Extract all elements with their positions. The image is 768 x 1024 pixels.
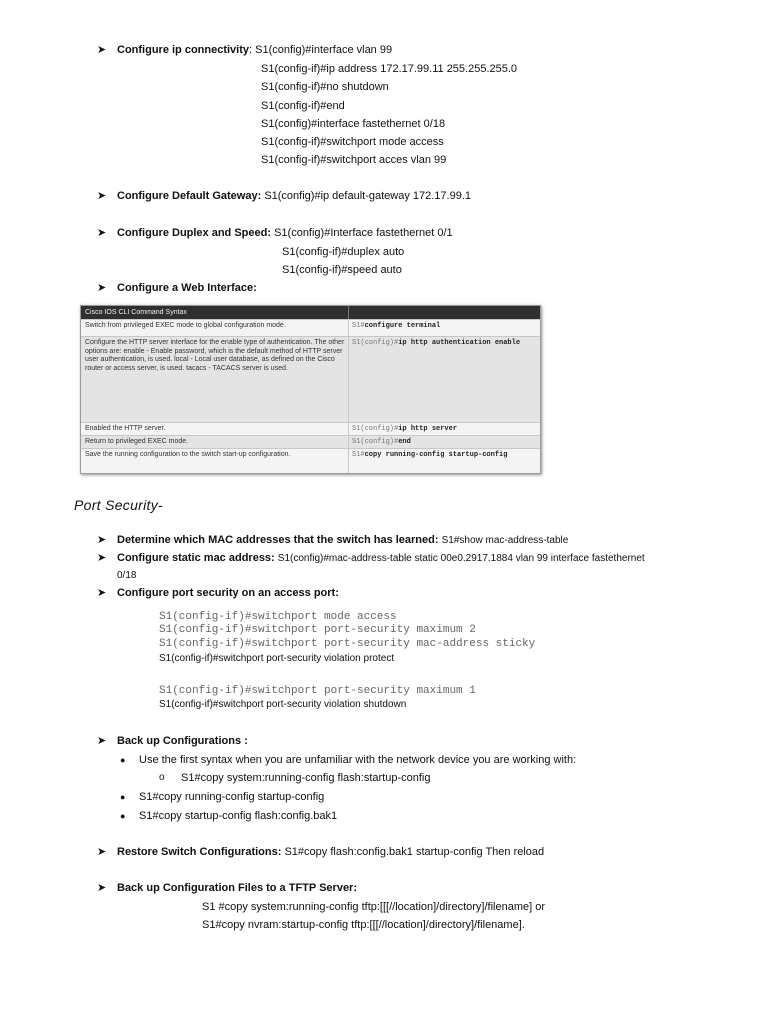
command-prompt: S1(config)# (352, 425, 399, 433)
row-command (352, 425, 536, 434)
dot-bullet-icon: ● (120, 811, 126, 821)
duplex-label: Configure Duplex and Speed: (117, 227, 272, 239)
dot-bullet-icon: ● (120, 792, 126, 802)
backup-bullet-2: S1#copy running-config startup-config (139, 791, 325, 803)
arrow-bullet-icon: ➤ (97, 43, 107, 56)
tftp-cmd-1: S1 #copy system:running-config tftp:[[[//location]/directory]/filename] or (202, 901, 545, 913)
ip-cmd-2: S1(config-if)#ip address 172.17.99.11 255.255.255.0 (261, 63, 518, 75)
row-command (352, 438, 536, 447)
row-description: Switch from privileged EXEC mode to global configuration mode. (85, 322, 286, 329)
cisco-table-header-title: Cisco IOS CLI Command Syntax (85, 309, 187, 316)
arrow-bullet-icon: ➤ (97, 226, 107, 239)
arrow-bullet-icon: ➤ (97, 845, 107, 858)
port-sec-mono-1: S1(config-if)#switchport mode access (159, 611, 397, 623)
port-security-heading: Port Security- (74, 497, 163, 513)
ip-cmd-5: S1(config)#interface fastethernet 0/18 (261, 118, 446, 130)
static-mac-cmd: S1(config)#mac-address-table static 00e0.2917.1884 vlan 99 interface fastethernet (277, 553, 645, 564)
cisco-command-table (80, 305, 541, 474)
gateway-line (117, 189, 471, 203)
duplex-cmd-3: S1(config-if)#speed auto (282, 264, 402, 276)
mac-cmd: S1#show mac-address-table (441, 535, 569, 546)
ip-cmd-3: S1(config-if)#no shutdown (261, 81, 389, 93)
dot-bullet-icon: ● (120, 755, 126, 765)
restore-line (117, 845, 544, 859)
gateway-label: Configure Default Gateway: (117, 190, 262, 202)
row-command (352, 322, 536, 331)
arrow-bullet-icon: ➤ (97, 586, 107, 599)
command-prompt: S1(config)# (352, 438, 399, 446)
arrow-bullet-icon: ➤ (97, 189, 107, 202)
row-description: Configure the HTTP server interface for the enable type of authentication. The other options are: enable - Enable password, which is the default method of HTTP server user authentication, is used. local - Local user database, as defined on the Cisco router or access server, is used. tacacs - TACACS server is used. (85, 339, 345, 372)
tftp-cmd-2: S1#copy nvram:startup-config tftp:[[[//location]/directory]/filename]. (202, 919, 525, 931)
command-text: copy running-config startup-config (364, 451, 508, 459)
access-port-label: Configure port security on an access port: (117, 587, 339, 599)
table-row (81, 422, 540, 436)
mac-label: Determine which MAC addresses that the switch has learned: (117, 534, 439, 546)
port-sec-mono-2: S1(config-if)#switchport port-security maximum 2 (159, 624, 476, 636)
table-row (81, 336, 540, 423)
backup-sub-1: S1#copy system:running-config flash:startup-config (181, 772, 431, 784)
ip-cmd-4: S1(config-if)#end (261, 100, 345, 112)
circle-bullet-icon: o (159, 772, 165, 783)
web-interface-label: Configure a Web Interface: (117, 282, 257, 294)
port-sec-mono-3: S1(config-if)#switchport port-security mac-address sticky (159, 638, 536, 650)
row-description: Return to privileged EXEC mode. (85, 438, 189, 445)
command-text: ip http authentication enable (398, 339, 521, 347)
header-divider (348, 306, 349, 319)
duplex-cmd-2: S1(config-if)#duplex auto (282, 246, 405, 258)
ip-connectivity-line (117, 43, 392, 57)
command-text: end (398, 438, 411, 446)
duplex-cmd-1: S1(config)#Interface fastethernet 0/1 (274, 227, 453, 239)
static-mac-cmd-cont: 0/18 (117, 570, 137, 581)
backup-label: Back up Configurations : (117, 735, 248, 747)
arrow-bullet-icon: ➤ (97, 551, 107, 564)
restore-label: Restore Switch Configurations: (117, 846, 282, 858)
port-sec-protect: S1(config-if)#switchport port-security violation protect (159, 653, 395, 664)
table-row (81, 319, 540, 337)
arrow-bullet-icon: ➤ (97, 881, 107, 894)
tftp-label: Back up Configuration Files to a TFTP Server: (117, 882, 358, 894)
command-prompt: S1# (352, 322, 365, 330)
mac-line (117, 533, 568, 548)
row-description: Enabled the HTTP server. (85, 425, 166, 432)
command-text: configure terminal (364, 322, 441, 330)
arrow-bullet-icon: ➤ (97, 734, 107, 747)
static-mac-label: Configure static mac address: (117, 552, 275, 564)
column-divider (348, 319, 349, 473)
ip-cmd-7: S1(config-if)#switchport acces vlan 99 (261, 154, 447, 166)
ip-cmd-1: : S1(config)#interface vlan 99 (249, 44, 393, 56)
table-row (81, 448, 540, 474)
port-sec-mono-4: S1(config-if)#switchport port-security maximum 1 (159, 685, 476, 697)
backup-bullet-1: Use the first syntax when you are unfamiliar with the network device you are working with: (139, 754, 577, 766)
table-row (81, 435, 540, 449)
restore-cmd: S1#copy flash:config.bak1 startup-config Then reload (284, 846, 545, 858)
arrow-bullet-icon: ➤ (97, 533, 107, 546)
static-mac-line (117, 551, 645, 566)
backup-bullet-3: S1#copy startup-config flash:config.bak1 (139, 810, 338, 822)
row-command (352, 339, 536, 348)
gateway-cmd: S1(config)#ip default-gateway 172.17.99.1 (264, 190, 472, 202)
cisco-table-header (81, 306, 540, 319)
ip-cmd-6: S1(config-if)#switchport mode access (261, 136, 444, 148)
row-description: Save the running configuration to the switch start-up configuration. (85, 451, 291, 458)
port-sec-shutdown: S1(config-if)#switchport port-security violation shutdown (159, 699, 407, 710)
ip-connectivity-label: Configure ip connectivity (117, 44, 250, 56)
duplex-line (117, 226, 453, 240)
command-prompt: S1# (352, 451, 365, 459)
command-text: ip http server (398, 425, 458, 433)
row-command (352, 451, 536, 460)
command-prompt: S1(config)# (352, 339, 399, 347)
arrow-bullet-icon: ➤ (97, 281, 107, 294)
